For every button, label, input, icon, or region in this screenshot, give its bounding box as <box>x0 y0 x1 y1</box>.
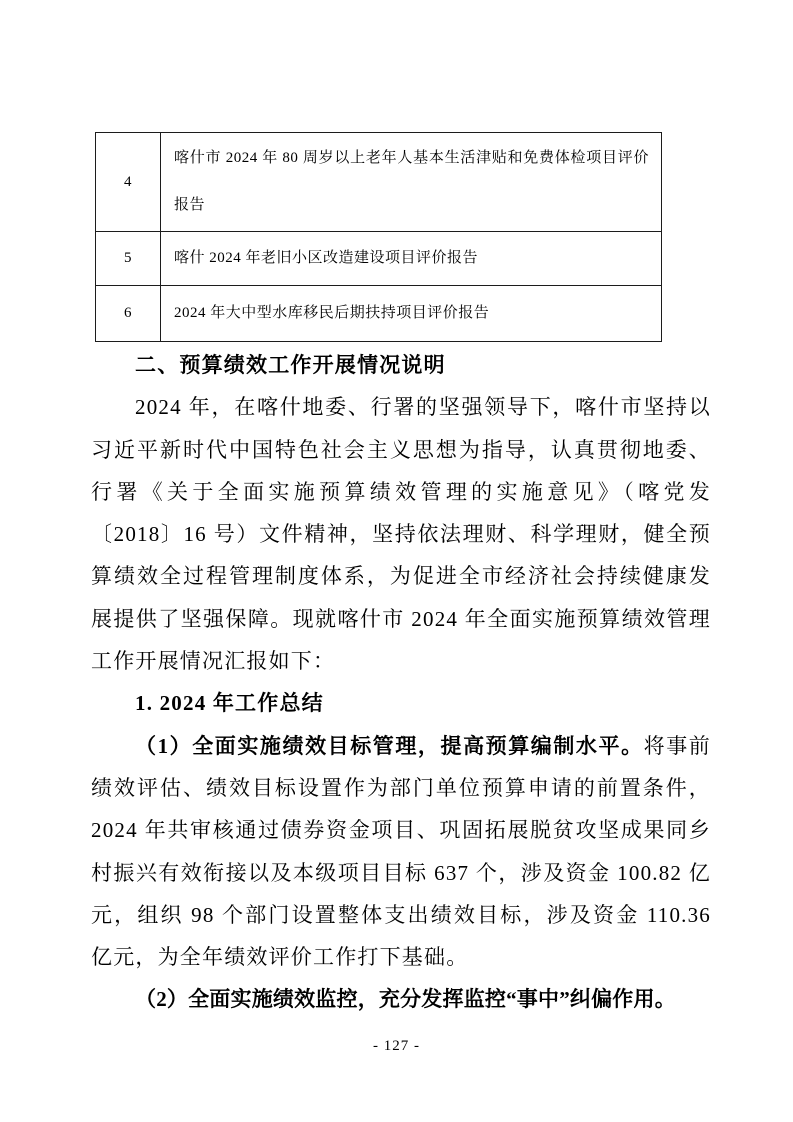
report-number-cell: 5 <box>96 232 161 286</box>
page-number: - 127 - <box>373 1038 420 1054</box>
bold-text-segment: （1）全面实施绩效目标管理，提高预算编制水平。 <box>135 733 644 758</box>
report-number-cell: 4 <box>96 133 161 232</box>
report-title-cell: 喀什 2024 年老旧小区改造建设项目评价报告 <box>161 232 662 286</box>
page-footer <box>0 1038 793 1055</box>
bold-text-segment: 1. 2024 年工作总结 <box>135 691 324 716</box>
report-table-body <box>96 133 662 342</box>
bold-text-segment: （2）全面实施绩效监控，充分发挥监控“事中”纠偏作用。 <box>135 987 676 1012</box>
paragraph <box>91 725 711 979</box>
report-number-cell: 6 <box>96 286 161 342</box>
body-text-segment: 将事前绩效评估、绩效目标设置作为部门单位预算申请的前置条件，2024 年共审核通过债券资金项目、巩固拓展脱贫攻坚成果同乡村振兴有效衔接以及本级项目目标 637 个，涉及资金 100.82 亿元，组织 98 个部门设置整体支出绩效目标，涉及资金 110.36 亿元，为全年绩效评价工作打下基础。 <box>91 733 711 970</box>
report-title-cell: 喀什市 2024 年 80 周岁以上老年人基本生活津贴和免费体检项目评价报告 <box>161 133 662 232</box>
evaluation-reports-table <box>95 132 662 342</box>
bold-text-segment: 二、预算绩效工作开展情况说明 <box>135 353 446 377</box>
section-heading <box>91 682 711 724</box>
section-heading <box>91 344 711 386</box>
paragraph <box>91 386 711 682</box>
table-row <box>96 133 662 232</box>
table-row <box>96 232 662 286</box>
document-body <box>91 344 711 1021</box>
paragraph <box>91 978 711 1020</box>
report-title-cell: 2024 年大中型水库移民后期扶持项目评价报告 <box>161 286 662 342</box>
body-text-segment: 2024 年，在喀什地委、行署的坚强领导下，喀什市坚持以习近平新时代中国特色社会主义思想为指导，认真贯彻地委、行署《关于全面实施预算绩效管理的实施意见》（喀党发〔2018〕16 号）文件精神，坚持依法理财、科学理财，健全预算绩效全过程管理制度体系，为促进全市经济社会持续健康发展提供了坚强保障。现就喀什市 2024 年全面实施预算绩效管理工作开展情况汇报如下： <box>91 395 711 674</box>
table-row <box>96 286 662 342</box>
